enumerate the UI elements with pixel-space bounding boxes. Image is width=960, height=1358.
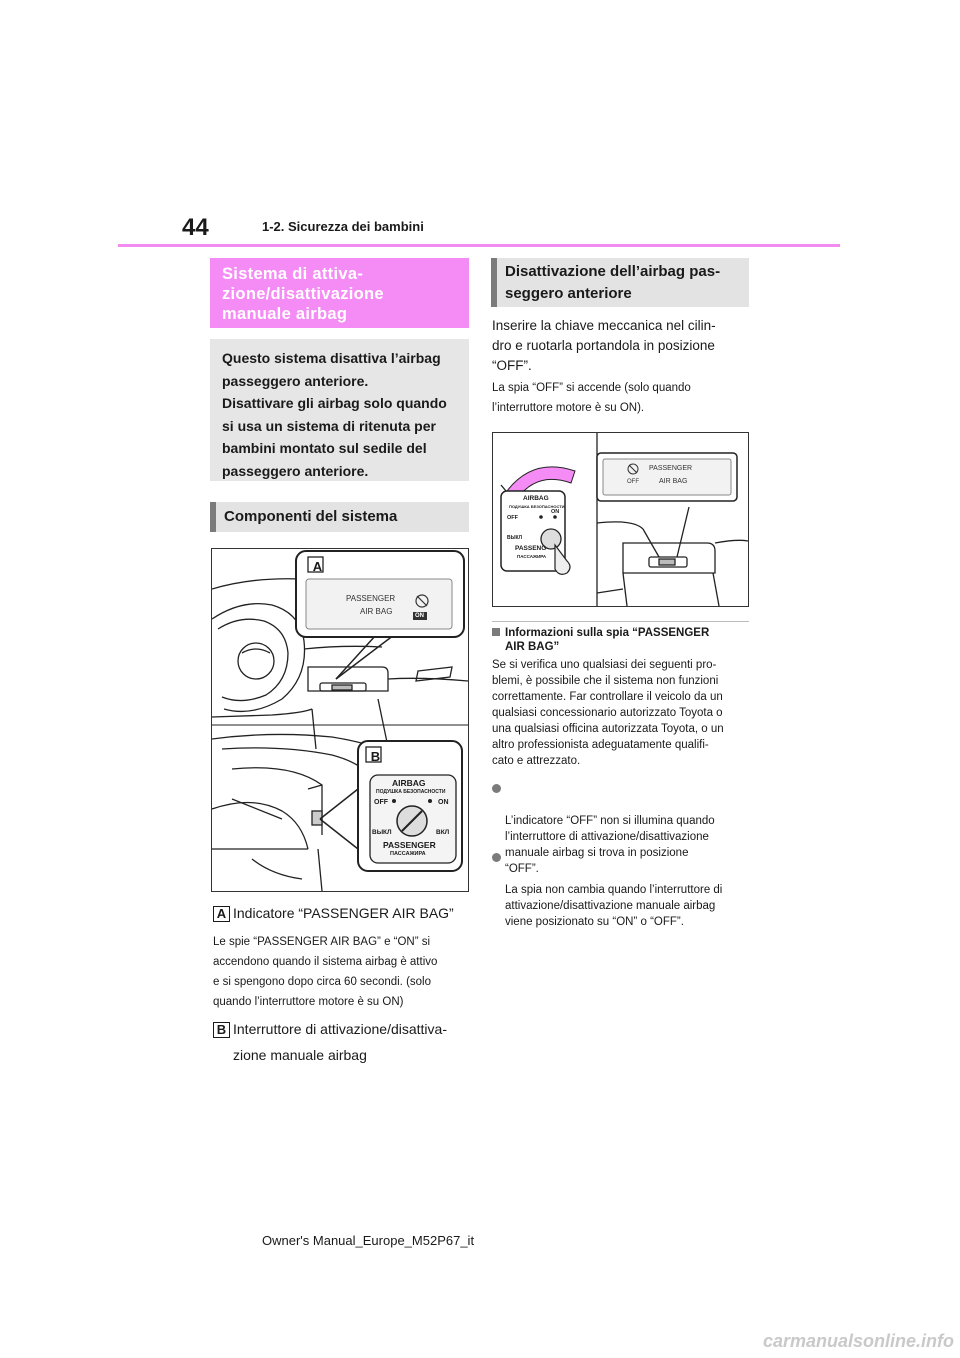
footer-text: Owner's Manual_Europe_M52P67_it bbox=[262, 1233, 475, 1248]
bullet-dot-icon bbox=[492, 784, 501, 793]
caption-a-note: Le spie “PASSENGER AIR BAG” e “ON” si accendono quando il sistema airbag è attivo e si spengono dopo circa 60 secondi. (solo quando l’interruttore motore è su ON) bbox=[213, 936, 438, 1008]
switch-passenger-label: PASSENG bbox=[515, 545, 547, 552]
caption-b-text-line1: Interruttore di attivazione/disattiva- bbox=[233, 1021, 447, 1037]
intro-box bbox=[210, 339, 469, 481]
section-title: 1-2. Sicurezza dei bambini bbox=[262, 219, 424, 234]
system-components-figure bbox=[211, 548, 469, 892]
switch-off-label: OFF bbox=[507, 515, 518, 521]
switch-airbag-label: AIRBAG bbox=[392, 778, 426, 788]
switch-on-label: ON bbox=[438, 799, 449, 806]
header-rule bbox=[118, 244, 840, 247]
figure-label-b: B bbox=[370, 749, 381, 764]
info-body: Se si verifica uno qualsiasi dei seguenti pro- blemi, è possibile che il sistema non funzioni correttamente. Far controllare il veicolo da un qualsiasi concessionario autorizzato Toyota o una qualsiasi officina autorizzata Toyota, o un altro professionista adeguatamente qualifi- cato e attrezzato. bbox=[492, 659, 724, 767]
figure-label-a: A bbox=[312, 559, 323, 574]
instruction-note: La spia “OFF” si accende (solo quando l’interruttore motore è su ON). bbox=[492, 382, 691, 414]
switch-off-ru-label: ВЫКЛ bbox=[372, 829, 392, 836]
indicator-text-airbag: AIR BAG bbox=[659, 478, 688, 485]
switch-passenger-ru-label: ПАССАЖИРА bbox=[517, 554, 547, 559]
switch-airbag-ru-label: ПОДУШКА БЕЗОПАСНОСТИ bbox=[509, 504, 565, 509]
info-heading-line1: Informazioni sulla spia “PASSENGER bbox=[505, 627, 710, 639]
indicator-on-label: ON bbox=[415, 613, 424, 619]
square-bullet-icon bbox=[492, 628, 500, 636]
switch-on-label: ON bbox=[551, 509, 560, 515]
caption-b-badge: B bbox=[213, 1022, 230, 1038]
instruction-text: Inserire la chiave meccanica nel cilin- dro e ruotarla portandola in posizione “OFF”. bbox=[492, 318, 716, 373]
intro-text: Questo sistema disattiva l’airbag passeggero anteriore. Disattivare gli airbag solo quando si usa un sistema di ritenuta per bambini montato sul sedile del passeggero anteriore. bbox=[222, 350, 447, 479]
components-heading-text: Componenti del sistema bbox=[224, 508, 398, 525]
watermark: carmanualsonline.info bbox=[762, 1331, 954, 1351]
page-number: 44 bbox=[182, 214, 209, 241]
components-heading bbox=[210, 502, 469, 532]
list-item bbox=[492, 850, 748, 930]
indicator-off-label: OFF bbox=[627, 479, 639, 485]
indicator-text-passenger: PASSENGER bbox=[649, 465, 693, 472]
list-item-text: L’indicatore “OFF” non si illumina quando l’interruttore di attivazione/disattivazione manuale airbag si trova in posizione “OFF”. bbox=[505, 815, 715, 875]
deactivation-heading-text: Disattivazione dell’airbag pas- seggero anteriore bbox=[505, 263, 721, 302]
switch-passenger-label: PASSENGER bbox=[383, 840, 436, 850]
switch-on-ru-label: ВКЛ bbox=[436, 829, 450, 836]
key-switch-figure bbox=[492, 432, 749, 607]
bullet-dot-icon bbox=[492, 853, 501, 862]
list-item-text: La spia non cambia quando l’interruttore di attivazione/disattivazione manuale airbag viene posizionato su “ON” o “OFF”. bbox=[505, 884, 723, 928]
caption-a-badge: A bbox=[213, 906, 230, 922]
indicator-text-passenger: PASSENGER bbox=[346, 594, 396, 603]
switch-off-label: OFF bbox=[374, 799, 388, 806]
caption-a-text: Indicatore “PASSENGER AIR BAG” bbox=[233, 905, 454, 921]
switch-airbag-label: AIRBAG bbox=[523, 495, 549, 502]
info-heading bbox=[492, 626, 748, 654]
switch-airbag-ru-label: ПОДУШКА БЕЗОПАСНОСТИ bbox=[376, 789, 446, 795]
topic-title: Sistema di attiva- zione/disattivazione manuale airbag bbox=[222, 265, 384, 323]
switch-passenger-ru-label: ПАССАЖИРА bbox=[390, 851, 426, 857]
switch-off-ru-label: ВЫКЛ bbox=[507, 535, 523, 541]
deactivation-heading bbox=[491, 258, 749, 307]
topic-title-box bbox=[210, 258, 469, 328]
figure-rule bbox=[492, 621, 749, 622]
key-switch-illustration bbox=[493, 433, 748, 606]
caption-b-text-line2: zione manuale airbag bbox=[233, 1047, 367, 1063]
info-heading-line2: AIR BAG” bbox=[505, 641, 560, 653]
indicator-text-airbag: AIR BAG bbox=[360, 607, 393, 616]
